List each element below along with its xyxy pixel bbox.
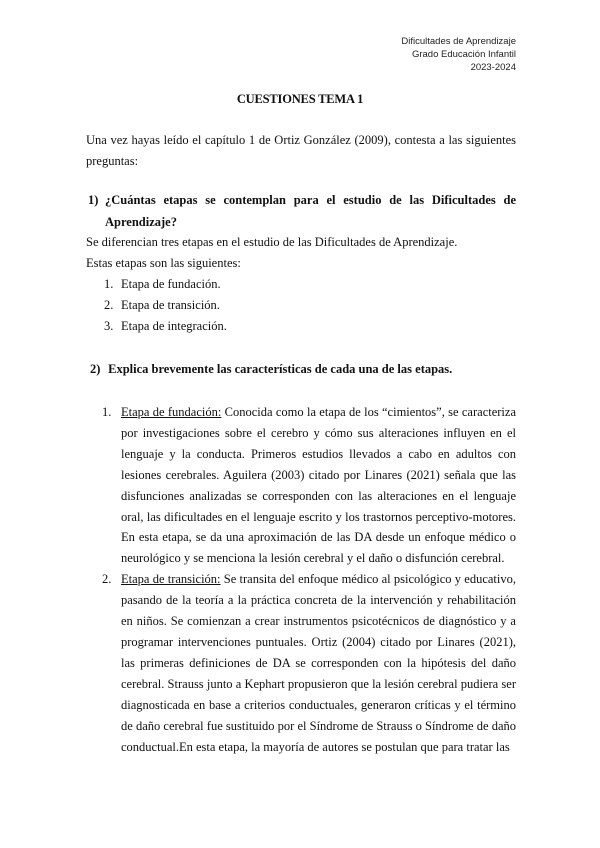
- list-item-number: 1.: [104, 277, 114, 291]
- header-degree: Grado Educación Infantil: [411, 49, 516, 60]
- list-item: [104, 316, 227, 337]
- stage-description: Se transita del enfoque médico al psicológico y educativo, pasando de la teoría a la práctica concreta de la intervención y rehabilitación en niños. Se comienzan a crear instrumentos psicotécnicos de diagnóstico y a programar intervenciones puntuales. Ortiz (2004) citado por Linares (2021), las primeras definiciones de DA se corresponden con la hipótesis del daño cerebral. Strauss junto a Kephart propusieron que la lesión cerebral pudiera ser diagnosticada en base a criterios conductuales, generaron críticas y el término de daño cerebral fue sustituido por el Síndrome de Strauss o Síndrome de daño conductual.En esta etapa, la mayoría de autores se postulan que para tratar las: [121, 572, 516, 754]
- page-title: CUESTIONES TEMA 1: [236, 92, 364, 106]
- list-item: [102, 569, 516, 757]
- question-2-text: Explica brevemente las características de cada una de las etapas.: [108, 362, 453, 376]
- answer-1-line-1: Se diferencian tres etapas en el estudio de las Dificultades de Aprendizaje.: [86, 235, 458, 249]
- list-item-label: Etapa de integración.: [121, 319, 227, 333]
- header-year: 2023-2024: [470, 62, 516, 73]
- stage-heading: Etapa de transición:: [121, 572, 221, 587]
- answer-1-line-2: Estas etapas son las siguientes:: [86, 256, 241, 270]
- stages-list: [104, 274, 227, 337]
- list-item-number: 2.: [102, 572, 112, 587]
- list-item-number: 1.: [102, 405, 112, 419]
- question-1-number: 1): [88, 193, 99, 207]
- list-item-label: Etapa de transición.: [121, 298, 220, 312]
- question-2: [90, 359, 452, 379]
- list-item-label: Etapa de fundación.: [121, 277, 221, 291]
- list-item: [102, 402, 516, 569]
- stage-heading: Etapa de fundación:: [121, 405, 222, 419]
- list-item-number: 3.: [104, 319, 114, 333]
- header-course: Dificultades de Aprendizaje: [401, 36, 516, 47]
- intro-paragraph: Una vez hayas leído el capítulo 1 de Ortiz González (2009), contesta a las siguientes preguntas:: [86, 133, 516, 168]
- page-header: [401, 35, 516, 74]
- list-item: [104, 274, 227, 295]
- list-item-number: 2.: [104, 298, 114, 312]
- question-2-number: 2): [90, 362, 101, 376]
- answer-2: [102, 402, 516, 757]
- question-1: [88, 189, 516, 233]
- list-item: [104, 295, 227, 316]
- answer-1: [86, 232, 516, 274]
- question-1-text: ¿Cuántas etapas se contemplan para el estudio de las Dificultades de Aprendizaje?: [105, 193, 516, 229]
- stage-description: Conocida como la etapa de los “cimientos”, se caracteriza por investigaciones sobre el cerebro y cómo sus alteraciones influyen en el lenguaje y la conducta. Primeros estudios llevados a cabo en adultos con lesiones cerebrales. Aguilera (2003) citado por Linares (2021) señala que las disfunciones analizadas se corresponden con las alteraciones en el lenguaje oral, las dificultades en el lenguaje escrito y los trastornos perceptivo-motores. En esta etapa, se da una aproximación de las DA desde un enfoque médico o neurológico y se menciona la lesión cerebral y el daño o disfunción cerebral.: [121, 405, 516, 566]
